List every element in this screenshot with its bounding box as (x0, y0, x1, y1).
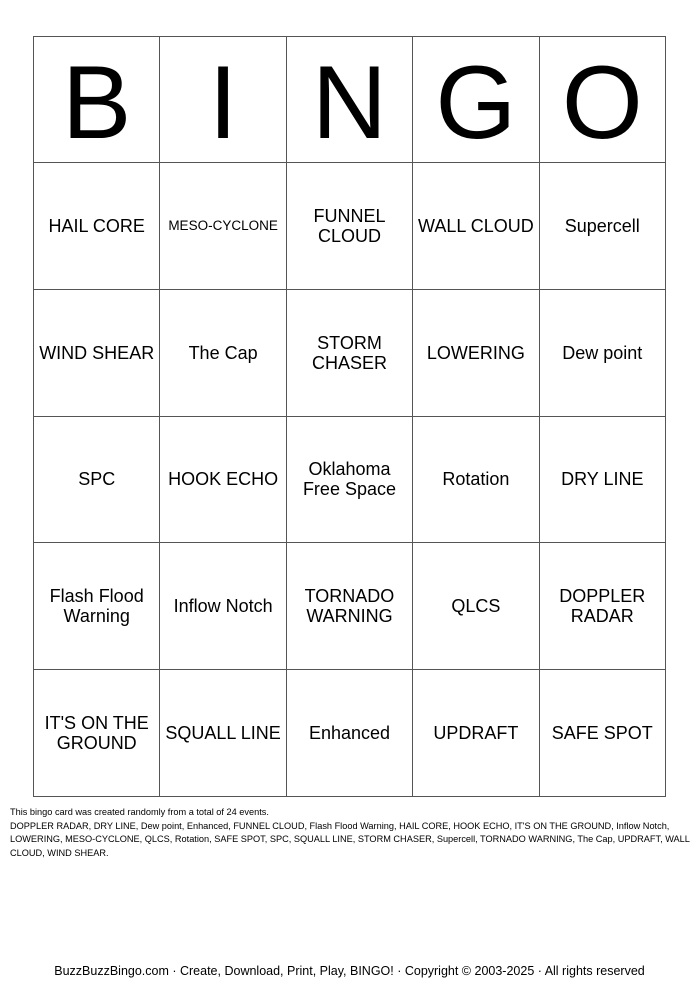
bingo-cell: HOOK ECHO (160, 416, 286, 543)
bingo-cell: MESO-CYCLONE (160, 163, 286, 290)
bingo-cell: Inflow Notch (160, 543, 286, 670)
bingo-header-row (34, 37, 666, 163)
bingo-cell: WALL CLOUD (413, 163, 539, 290)
bingo-row (34, 163, 666, 290)
bingo-cell: DOPPLER RADAR (539, 543, 665, 670)
bingo-card (33, 36, 666, 797)
bingo-cell: The Cap (160, 289, 286, 416)
bingo-cell: HAIL CORE (34, 163, 160, 290)
bingo-cell: FUNNEL CLOUD (286, 163, 412, 290)
bingo-header-letter: N (286, 37, 412, 163)
bingo-row (34, 289, 666, 416)
bingo-cell: Flash Flood Warning (34, 543, 160, 670)
bingo-cell: Rotation (413, 416, 539, 543)
bingo-row (34, 416, 666, 543)
bingo-header-letter: G (413, 37, 539, 163)
bingo-cell: SPC (34, 416, 160, 543)
bingo-cell: IT'S ON THE GROUND (34, 670, 160, 797)
bingo-cell: DRY LINE (539, 416, 665, 543)
events-list: DOPPLER RADAR, DRY LINE, Dew point, Enhanced, FUNNEL CLOUD, Flash Flood Warning, HAIL CORE, HOOK ECHO, IT'S ON THE GROUND, Inflow Notch, LOWERING, MESO-CYCLONE, QLCS, Rotation, SAFE SPOT, SPC, SQUALL LINE, STORM CHASER, Supercell, TORNADO WARNING, The Cap, UPDRAFT, WALL CLOUD, WIND SHEAR. (10, 820, 690, 858)
bingo-cell: SAFE SPOT (539, 670, 665, 797)
bingo-cell: LOWERING (413, 289, 539, 416)
bingo-cell: TORNADO WARNING (286, 543, 412, 670)
site-footer: BuzzBuzzBingo.com · Create, Download, Print, Play, BINGO! · Copyright © 2003-2025 · All rights reserved (54, 964, 645, 978)
bingo-row (34, 670, 666, 797)
bingo-cell: STORM CHASER (286, 289, 412, 416)
bingo-cell: UPDRAFT (413, 670, 539, 797)
bingo-free-space-cell: Oklahoma Free Space (286, 416, 412, 543)
bingo-cell: QLCS (413, 543, 539, 670)
bingo-cell: Enhanced (286, 670, 412, 797)
bingo-row (34, 543, 666, 670)
bingo-header-letter: B (34, 37, 160, 163)
bingo-cell: SQUALL LINE (160, 670, 286, 797)
bingo-header-letter: I (160, 37, 286, 163)
card-info (10, 806, 690, 860)
bingo-header-letter: O (539, 37, 665, 163)
created-note: This bingo card was created randomly from a total of 24 events. (10, 807, 269, 817)
bingo-cell: Supercell (539, 163, 665, 290)
bingo-cell: WIND SHEAR (34, 289, 160, 416)
bingo-cell: Dew point (539, 289, 665, 416)
